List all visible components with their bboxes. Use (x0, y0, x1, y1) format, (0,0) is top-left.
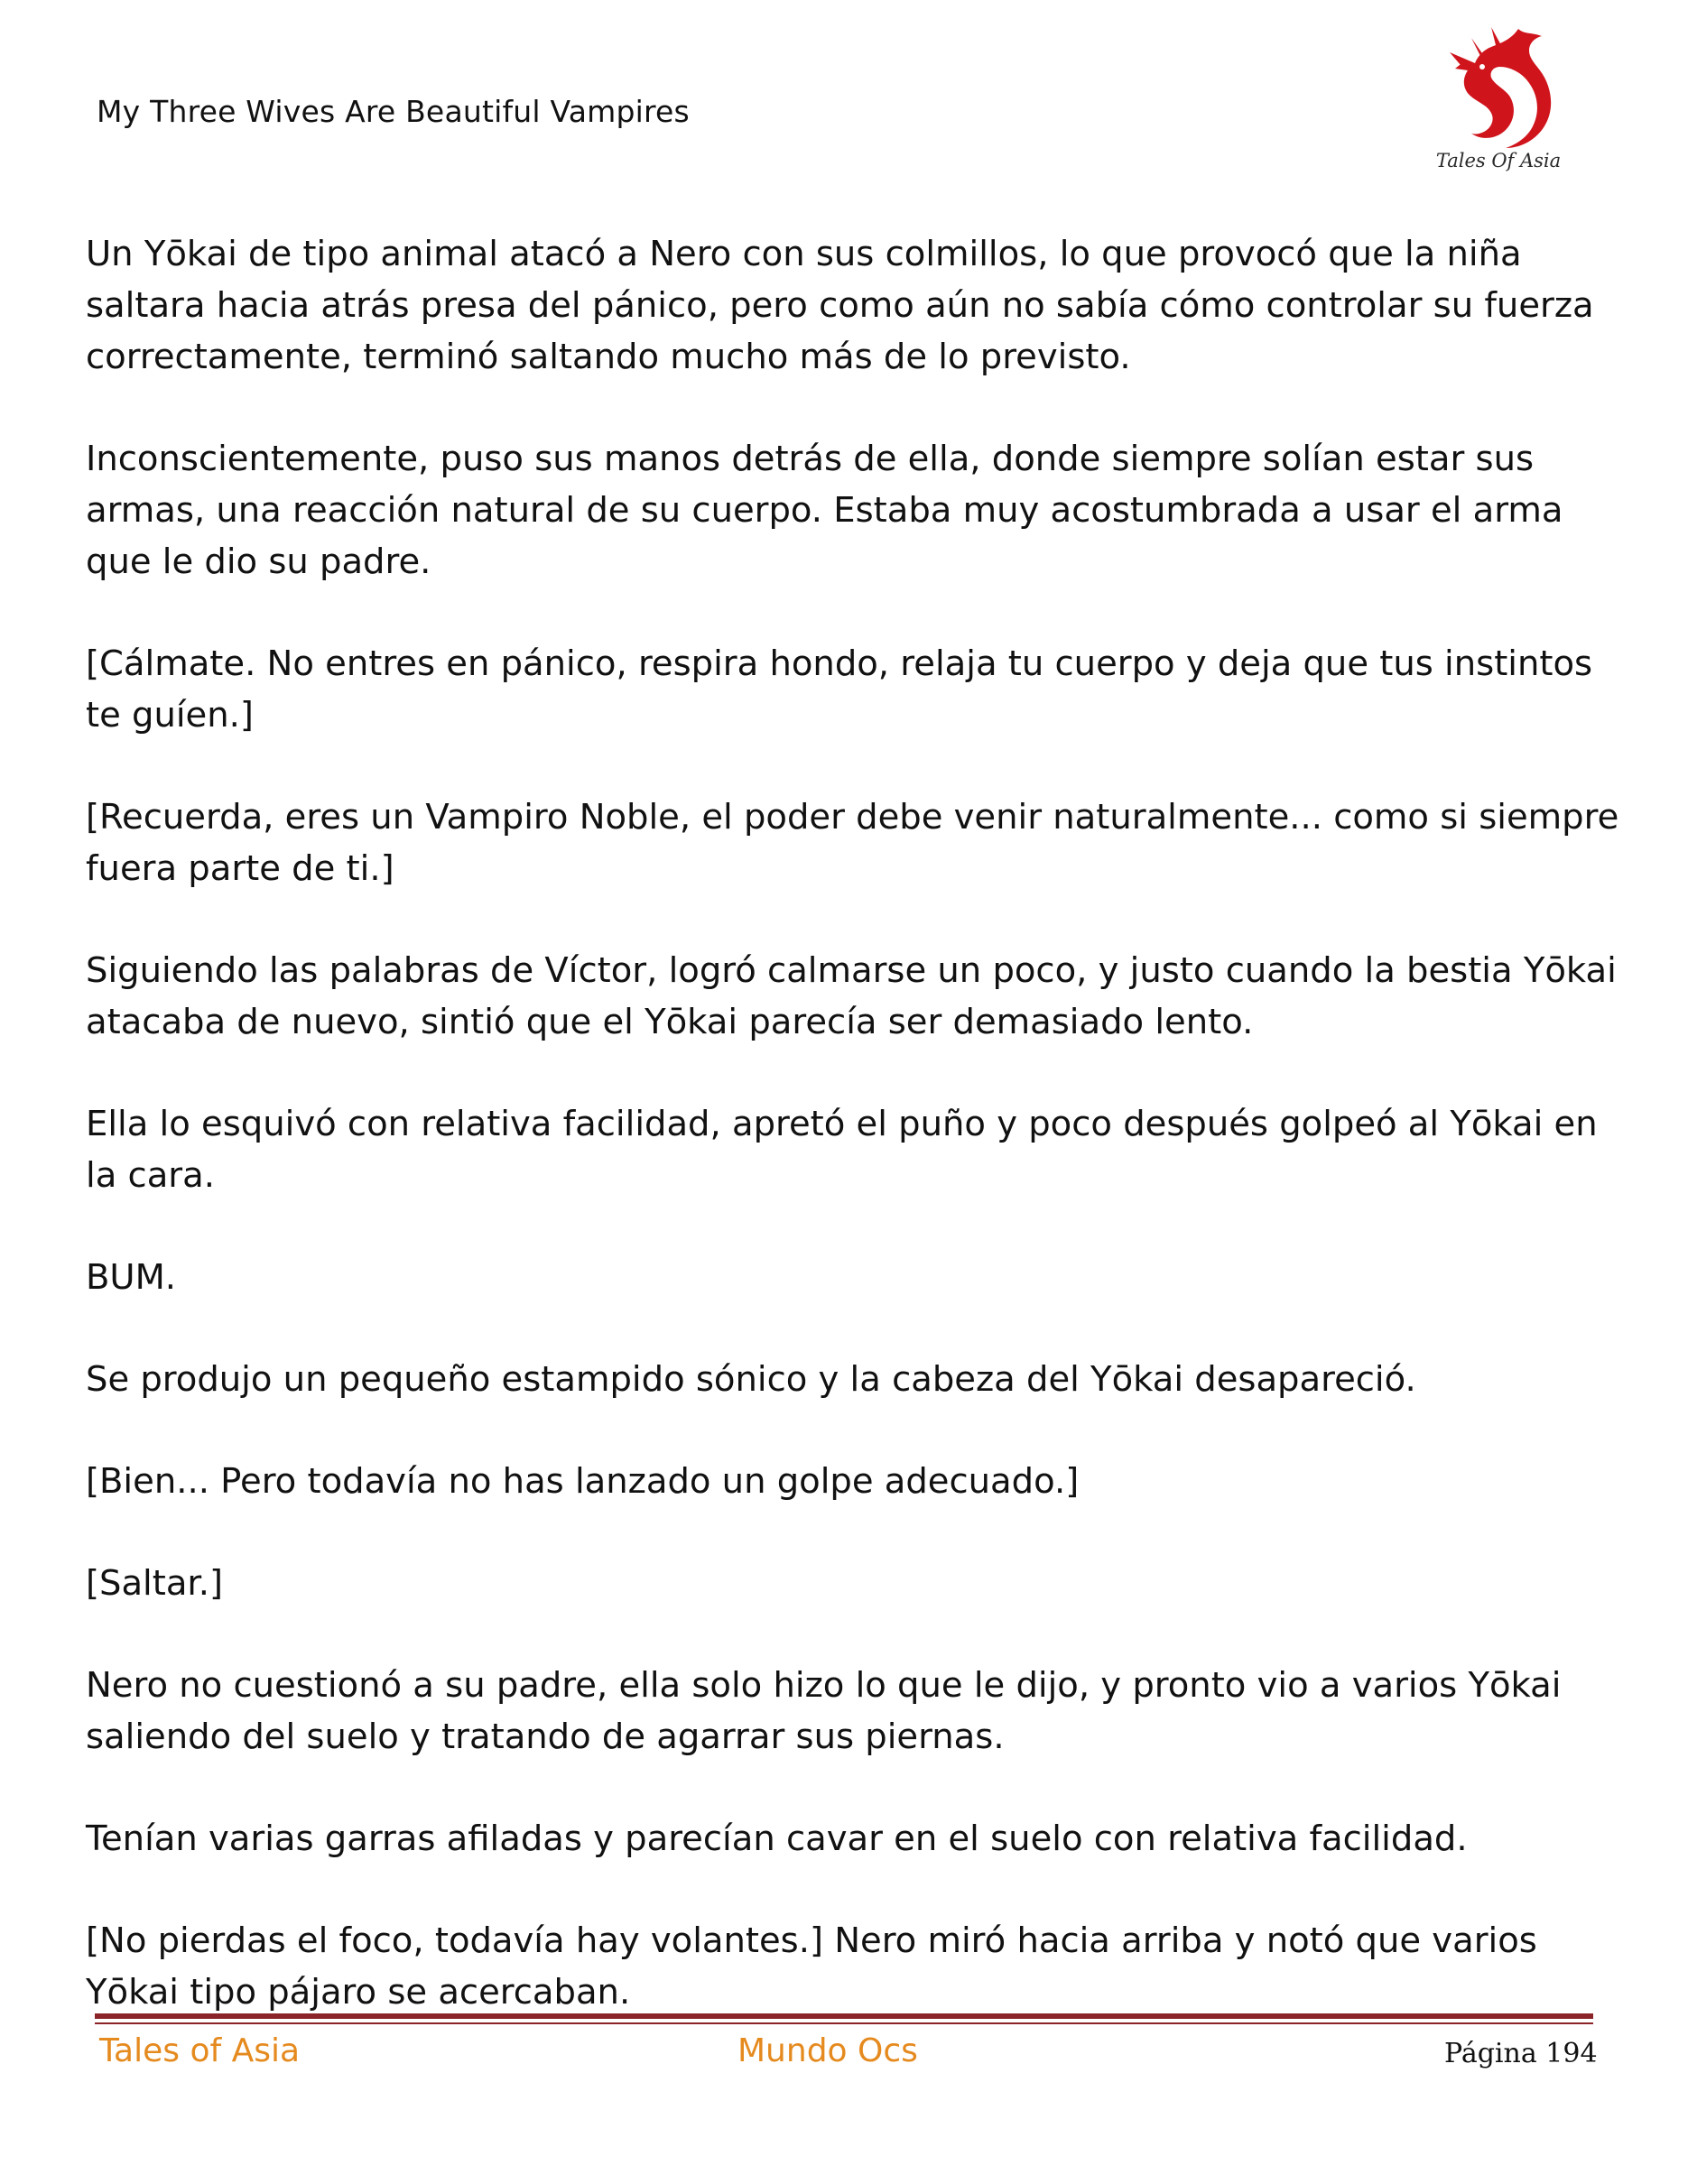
paragraph: [Cálmate. No entres en pánico, respira hondo, relaja tu cuerpo y deja que tus instintos te guíen.] (86, 643, 1593, 736)
footer-section-name: Mundo Ocs (737, 2032, 918, 2069)
paragraph: Siguiendo las palabras de Víctor, logró calmarse un poco, y justo cuando la bestia Yōkai atacaba de nuevo, sintió que el Yōkai parecía ser demasiado lento. (86, 950, 1617, 1042)
paragraph: Se produjo un pequeño estampido sónico y la cabeza del Yōkai desapareció. (86, 1359, 1416, 1400)
paragraph: BUM. (86, 1257, 177, 1298)
paragraph: [No pierdas el foco, todavía hay volantes.] Nero miró hacia arriba y notó que varios Yōkai tipo pájaro se acercaban. (86, 1920, 1537, 2013)
paragraph: Ella lo esquivó con relativa facilidad, apretó el puño y poco después golpeó al Yōkai en la cara. (86, 1104, 1598, 1196)
paragraph: Nero no cuestionó a su padre, ella solo hizo lo que le dijo, y pronto vio a varios Yōkai saliendo del suelo y tratando de agarrar sus piernas. (86, 1665, 1562, 1757)
paragraph: [Recuerda, eres un Vampiro Noble, el poder debe venir naturalmente... como si siempre fuera parte de ti.] (86, 797, 1619, 889)
tales-of-asia-logo (1428, 20, 1563, 180)
paragraph: Un Yōkai de tipo animal atacó a Nero con sus colmillos, lo que provocó que la niña saltara hacia atrás presa del pánico, pero como aún no sabía cómo controlar su fuerza correctamente, terminó saltando mucho más de lo previsto. (86, 234, 1594, 377)
paragraph: Inconscientemente, puso sus manos detrás de ella, donde siempre solían estar sus armas, una reacción natural de su cuerpo. Estaba muy acostumbrada a usar el arma que le dio su padre. (86, 439, 1563, 582)
paragraph: Tenían varias garras afiladas y parecían cavar en el suelo con relativa facilidad. (86, 1818, 1468, 1859)
paragraph: [Saltar.] (86, 1563, 223, 1604)
footer-divider-thin (95, 2022, 1593, 2024)
page-number: Página 194 (1444, 2038, 1598, 2069)
chapter-body (86, 228, 1620, 2068)
logo-text: Tales Of Asia (1435, 150, 1562, 171)
footer-site-name: Tales of Asia (99, 2032, 301, 2069)
header-title: My Three Wives Are Beautiful Vampires (97, 94, 690, 129)
paragraph: [Bien... Pero todavía no has lanzado un golpe adecuado.] (86, 1461, 1080, 1502)
footer-divider (95, 2013, 1593, 2019)
